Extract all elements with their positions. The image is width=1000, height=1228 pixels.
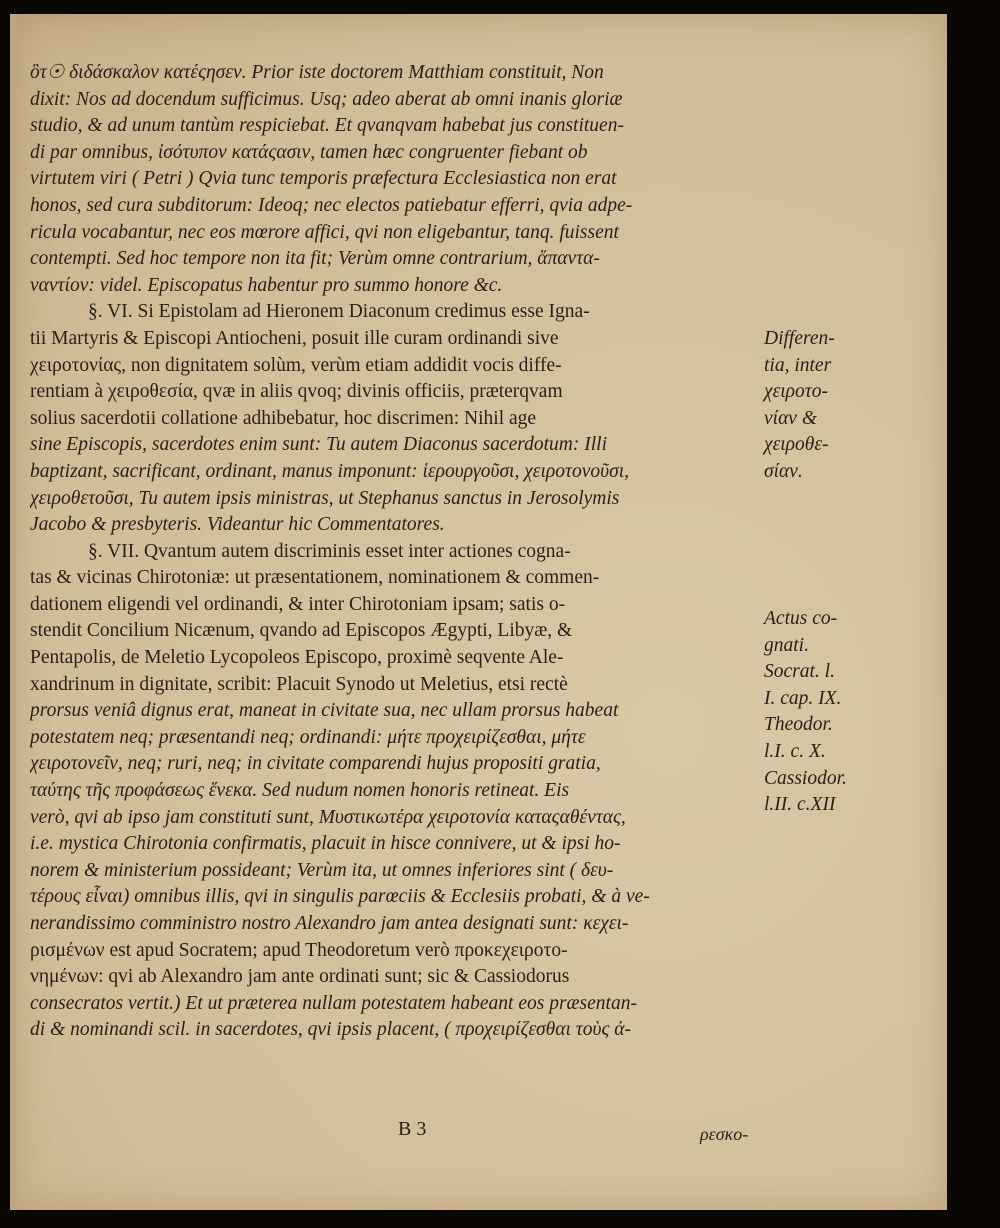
text-line: tas & vicinas Chirotoniæ: ut præsentationem, nominationem & commen- xyxy=(30,567,600,589)
margin-note-actus xyxy=(764,606,874,819)
margin-note-line: Actus co- xyxy=(764,608,838,629)
margin-note-line: l.I. c. X. xyxy=(764,740,826,762)
text-line: dixit: Nos ad docendum sufficimus. Usq; adeo aberat ab omni inanis gloriæ xyxy=(30,88,623,110)
text-line: Jacobo & presbyteris. Videantur hic Commentatores. xyxy=(30,514,445,536)
margin-note-line: χειροτο- xyxy=(764,381,829,403)
text-line: di & nominandi scil. in sacerdotes, qvi ipsis placent, ( προχειρίζεσθαι τοὺς ἀ- xyxy=(30,1019,631,1041)
text-line: ὃτ☉ διδάσκαλον κατέςησεν. Prior iste doctorem Matthiam constituit, Non xyxy=(30,62,604,83)
text-line: baptizant, sacrificant, ordinant, manus imponunt: ἱερουργοῦσι, χειροτονοῦσι, xyxy=(30,460,630,482)
text-line: Pentapolis, de Meletio Lycopoleos Episcopo, proximè seqvente Ale- xyxy=(30,647,564,669)
text-line: nerandissimo comministro nostro Alexandro jam antea designati sunt: κεχει- xyxy=(30,913,629,934)
text-line: xandrinum in dignitate, scribit: Placuit Synodo ut Meletius, etsi rectè xyxy=(30,673,568,695)
text-line: studio, & ad unum tantùm respiciebat. Et qvanqvam habebat jus constituen- xyxy=(30,115,624,137)
margin-note-line: gnati. xyxy=(764,634,809,656)
text-line: consecratos vertit.) Et ut præterea nullam potestatem habeant eos præsentan- xyxy=(30,992,637,1014)
section-heading-line: §. VI. Si Epistolam ad Hieronem Diaconum credimus esse Igna- xyxy=(88,301,590,323)
text-line: solius sacerdotii collatione adhibebatur, hoc discrimen: Nihil age xyxy=(30,407,537,429)
text-line: virtutem viri ( Petri ) Qvia tunc temporis præfectura Ecclesiastica non erat xyxy=(30,168,617,190)
text-line: honos, sed cura subditorum: Ideoq; nec electos patiebatur efferri, qvia adpe- xyxy=(30,194,633,216)
text-line: rentiam à χειροθεσία, qvæ in aliis qvoq; divinis officiis, præterqvam xyxy=(30,381,563,403)
text-line: stendit Concilium Nicænum, qvando ad Episcopos Ægypti, Libyæ, & xyxy=(30,620,573,642)
page-edge xyxy=(10,14,16,1210)
margin-note-line: I. cap. IX. xyxy=(764,687,842,709)
margin-note-line: Socrat. l. xyxy=(764,661,835,683)
text-line: norem & ministerium possideant; Verùm ita, ut omnes inferiores sint ( δευ- xyxy=(30,859,614,881)
margin-note-differentia xyxy=(764,326,874,486)
main-text-block xyxy=(30,60,762,1044)
margin-note-line: νίαν & xyxy=(764,407,818,429)
text-line: χειροθετοῦσι, Tu autem ipsis ministras, ut Stephanus sanctus in Jerosolymis xyxy=(30,487,620,509)
margin-note-line: Cassiodor. xyxy=(764,767,847,789)
text-line: dationem eligendi vel ordinandi, & inter Chirotoniam ipsam; satis o- xyxy=(30,593,566,615)
margin-note-line: σίαν. xyxy=(764,460,803,482)
text-line: di par omnibus, ἰσότυπον κατάςασιν, tamen hæc congruenter fiebant ob xyxy=(30,141,588,163)
signature-mark: B 3 xyxy=(398,1118,427,1140)
text-line: τέρους εἶναι) omnibus illis, qvi in singulis parœciis & Ecclesiis probati, & à ve- xyxy=(30,886,650,908)
text-line: prorsus veniâ dignus erat, maneat in civitate sua, nec ullam prorsus habeat xyxy=(30,700,619,722)
text-line: ταύτης τῆς προφάσεως ἕνεκα. Sed nudum nomen honoris retineat. Eis xyxy=(30,780,570,802)
text-line: νημένων: qvi ab Alexandro jam ante ordinati sunt; sic & Cassiodorus xyxy=(30,966,570,988)
catchword: ρεσκο- xyxy=(700,1124,749,1144)
text-line: contempti. Sed hoc tempore non ita fit; Verùm omne contrarium, ἅπαντα- xyxy=(30,248,600,270)
text-line: verò, qvi ab ipso jam constituti sunt, Μυστικωτέρα χειροτονία καταςαθέντας, xyxy=(30,806,626,828)
text-line: sine Episcopis, sacerdotes enim sunt: Tu autem Diaconus sacerdotum: Illi xyxy=(30,434,607,456)
text-line: χειροτονεῖν, neq; ruri, neq; in civitate comparendi hujus propositi gratia, xyxy=(30,753,601,775)
margin-note-line: Theodor. xyxy=(764,714,833,736)
text-line: ricula vocabantur, nec eos mœrore affici, qvi non eligebantur, tanq. fuissent xyxy=(30,221,619,243)
margin-note-line: Differen- xyxy=(764,328,835,349)
text-line: χειροτονίας, non dignitatem solùm, verùm etiam addidit vocis diffe- xyxy=(30,354,562,376)
margin-note-line: tia, inter xyxy=(764,354,832,376)
text-line: potestatem neq; præsentandi neq; ordinandi: μήτε προχειρίζεσθαι, μήτε xyxy=(30,726,586,748)
text-line: tii Martyris & Episcopi Antiocheni, posuit ille curam ordinandi sive xyxy=(30,327,559,349)
text-line: i.e. mystica Chirotonia confirmatis, placuit in hisce connivere, ut & ipsi ho- xyxy=(30,833,621,855)
margin-note-line: l.II. c.XII xyxy=(764,794,836,816)
margin-note-line: χειροθε- xyxy=(764,434,829,456)
section-heading-line: §. VII. Qvantum autem discriminis esset inter actiones cogna- xyxy=(88,540,571,562)
text-line: ναντίον: videl. Episcopatus habentur pro summo honore &c. xyxy=(30,274,503,296)
text-line: ρισμένων est apud Socratem; apud Theodoretum verò προκεχειροτο- xyxy=(30,939,568,961)
